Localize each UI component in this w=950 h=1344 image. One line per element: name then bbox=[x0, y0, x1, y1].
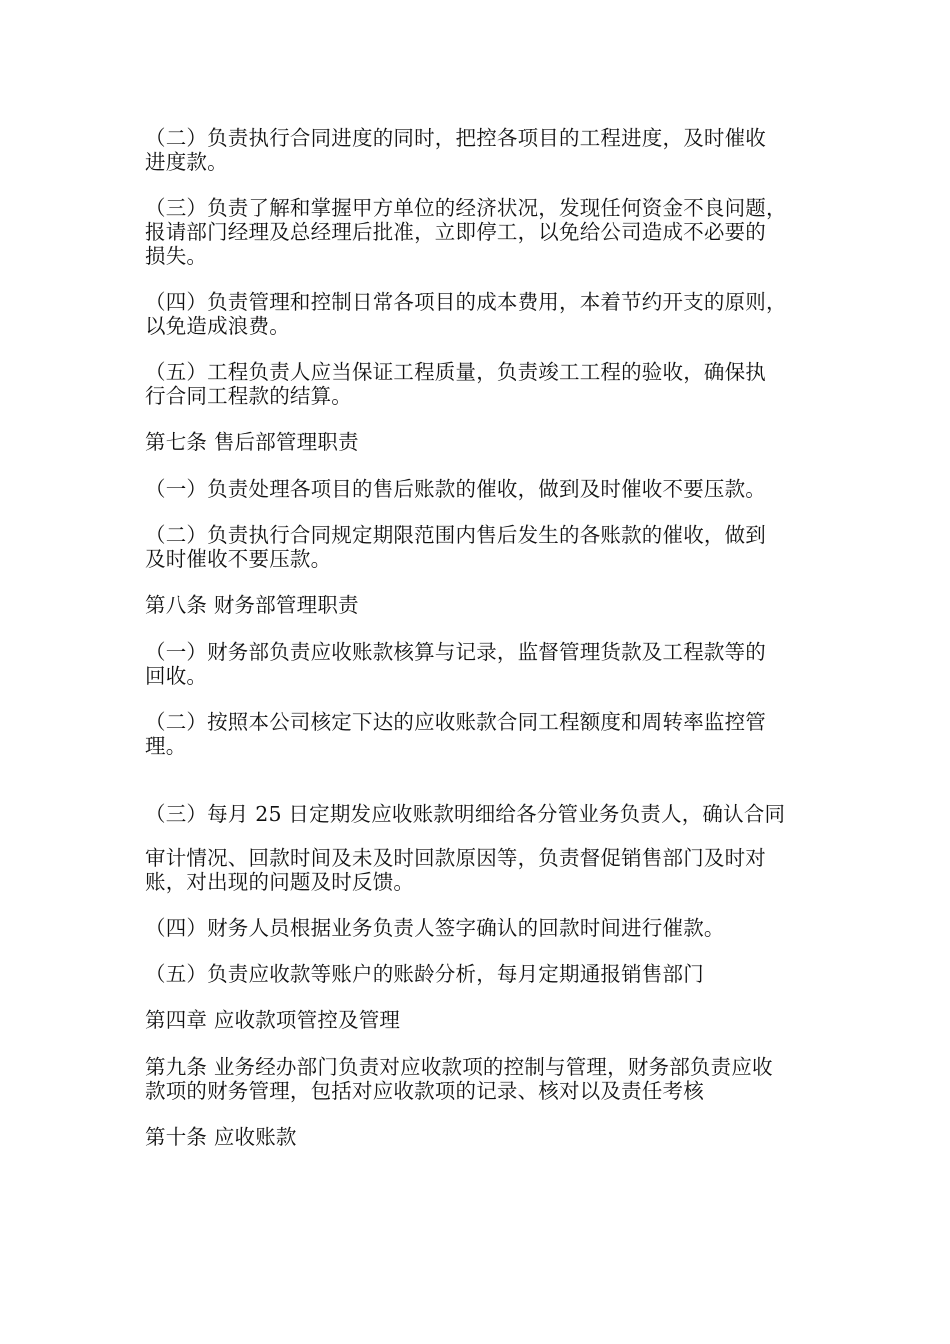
paragraph-article8-item-2 bbox=[145, 710, 805, 758]
chapter-4-heading bbox=[145, 1008, 805, 1032]
text-line: 损失。 bbox=[145, 244, 208, 268]
paragraph-article8-item-5 bbox=[145, 962, 805, 986]
text-line: 回收。 bbox=[145, 664, 208, 688]
paragraph-article8-item-4 bbox=[145, 916, 805, 940]
paragraph-article8-item-3 bbox=[145, 802, 805, 894]
text-line: 第八条 财务部管理职责 bbox=[145, 593, 359, 617]
text-line: 以免造成浪费。 bbox=[145, 314, 290, 338]
paragraph-article7-item-2 bbox=[145, 523, 805, 571]
text-line: 第七条 售后部管理职责 bbox=[145, 430, 359, 454]
article-7-heading bbox=[145, 430, 805, 454]
text-line: （五）负责应收款等账户的账龄分析，每月定期通报销售部门 bbox=[145, 962, 704, 986]
text-line: 理。 bbox=[145, 734, 187, 758]
text-line: （四）负责管理和控制日常各项目的成本费用，本着节约开支的原则， bbox=[145, 290, 787, 314]
article-9-paragraph bbox=[145, 1055, 805, 1103]
text-line: 行合同工程款的结算。 bbox=[145, 384, 352, 408]
text-line: （一）负责处理各项目的售后账款的催收，做到及时催收不要压款。 bbox=[145, 477, 766, 501]
text-line: （五）工程负责人应当保证工程质量，负责竣工工程的验收，确保执 bbox=[145, 360, 766, 384]
text-line: （三）负责了解和掌握甲方单位的经济状况，发现任何资金不良问题， bbox=[145, 196, 787, 220]
text-line: 第四章 应收款项管控及管理 bbox=[145, 1008, 401, 1032]
paragraph-item-2-progress bbox=[145, 126, 805, 174]
text-line: 进度款。 bbox=[145, 150, 228, 174]
paragraph-item-4-cost bbox=[145, 290, 805, 338]
text-line: （一）财务部负责应收账款核算与记录，监督管理货款及工程款等的 bbox=[145, 640, 766, 664]
text-line: 审计情况、回款时间及未及时回款原因等，负责督促销售部门及时对 bbox=[145, 846, 766, 870]
text-line: 款项的财务管理，包括对应收款项的记录、核对以及责任考核 bbox=[145, 1079, 704, 1103]
text-line: 报请部门经理及总经理后批准，立即停工，以免给公司造成不必要的 bbox=[145, 220, 766, 244]
text-line: （四）财务人员根据业务负责人签字确认的回款时间进行催款。 bbox=[145, 916, 725, 940]
paragraph-item-3-economic bbox=[145, 196, 805, 268]
document-body bbox=[145, 126, 805, 1172]
article-8-heading bbox=[145, 593, 805, 617]
text-line: （三）每月 25 日定期发应收账款明细给各分管业务负责人，确认合同 bbox=[145, 802, 786, 826]
text-line: 第十条 应收账款 bbox=[145, 1125, 297, 1149]
text-line: （二）按照本公司核定下达的应收账款合同工程额度和周转率监控管 bbox=[145, 710, 766, 734]
text-line: （二）负责执行合同进度的同时，把控各项目的工程进度，及时催收 bbox=[145, 126, 766, 150]
article-10-heading bbox=[145, 1125, 805, 1149]
text-line: 账，对出现的问题及时反馈。 bbox=[145, 870, 415, 894]
paragraph-item-5-quality bbox=[145, 360, 805, 408]
text-line: 及时催收不要压款。 bbox=[145, 547, 332, 571]
text-line: （二）负责执行合同规定期限范围内售后发生的各账款的催收，做到 bbox=[145, 523, 766, 547]
paragraph-article8-item-1 bbox=[145, 640, 805, 688]
text-line: 第九条 业务经办部门负责对应收款项的控制与管理，财务部负责应收 bbox=[145, 1055, 773, 1079]
paragraph-article7-item-1 bbox=[145, 477, 805, 501]
